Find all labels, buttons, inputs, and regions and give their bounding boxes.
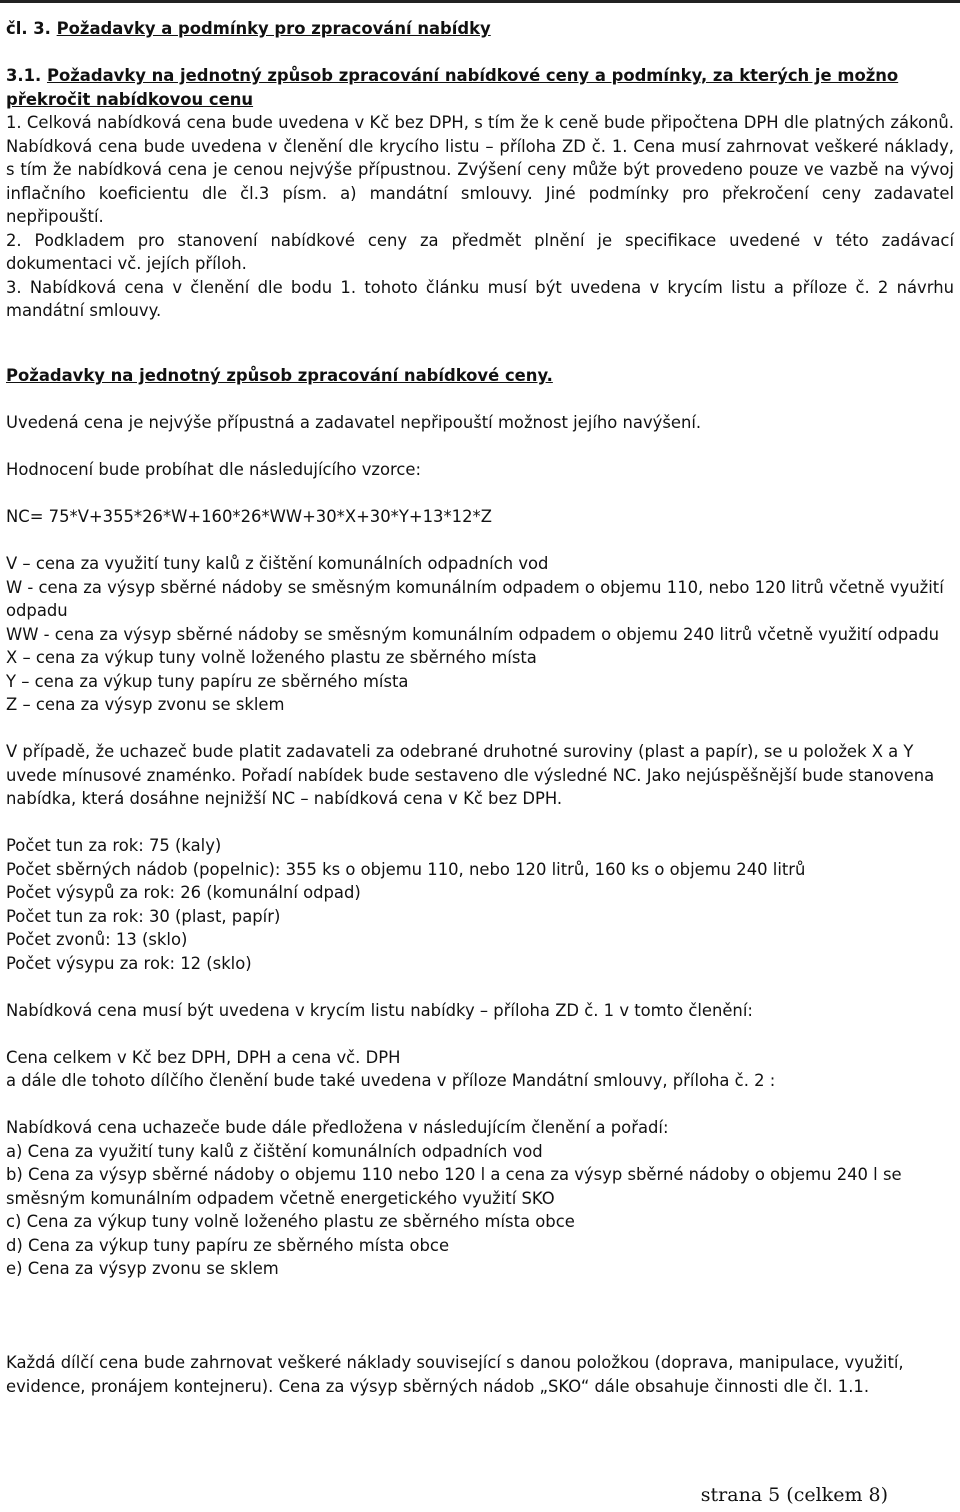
cover-sheet-note: Nabídková cena musí být uvedena v krycím listu nabídky – příloha ZD č. 1 v tomto členění: (6, 1000, 753, 1020)
order-item: c) Cena za výkup tuny volně loženého plastu ze sběrného místa obce (6, 1212, 575, 1231)
item-1: 1. Celková nabídková cena bude uvedena v Kč bez DPH, s tím že k ceně bude připočtena DPH dle platných zákonů. Nabídková cena bude uvedena v členění dle krycího listu – příloha ZD č. 1. Cena musí zahrnovat veškeré náklady, s tím že nabídková cena je cenou nejvýše přípustnou. Zvýšení ceny může být provedeno pouze ve vazbě na vývoj inflačního koeficientu dle čl.3 písm. a) mandátní smlouvy. Jiné podmínky pro překročení ceny zadavatel nepřipouští. (6, 113, 954, 226)
max-price-note: Uvedená cena je nejvýše přípustná a zadavatel nepřipouští možnost jejího navýšení. (6, 413, 702, 432)
order-item: d) Cena za výkup tuny papíru ze sběrného místa obce (6, 1235, 450, 1255)
definition-y: Y – cena za výkup tuny papíru ze sběrného místa (6, 671, 409, 691)
definition-ww: WW - cena za výsyp sběrné nádoby se směsným komunálním odpadem o objemu 240 litrů včetně využití odpadu (6, 624, 940, 644)
count-line: Počet sběrných nádob (popelnic): 355 ks o objemu 110, nebo 120 litrů, 160 ks o objemu 240 litrů (6, 859, 806, 879)
definition-z: Z – cena za výsyp zvonu se sklem (6, 695, 285, 714)
case-note: V případě, že uchazeč bude platit zadavateli za odebrané druhotné suroviny (plast a papír), se u položek X a Y uvede mínusové znaménko. Pořadí nabídek bude sestaveno dle výsledné NC. Jako nejúspěšnější bude stanovena nabídka, která dosáhne nejnižší NC – nabídková cena v Kč bez DPH. (6, 742, 935, 808)
order-item: a) Cena za využití tuny kalů z čištění komunálních odpadních vod (6, 1141, 543, 1161)
item-3: 3. Nabídková cena v členění dle bodu 1. tohoto článku musí být uvedena v krycím listu a příloze č. 2 návrhu mandátní smlouvy. (6, 277, 954, 320)
item-2: 2. Podkladem pro stanovení nabídkové ceny za předmět plnění je specifikace uvedené v této zadávací dokumentaci vč. jejích příloh. (6, 230, 954, 273)
total-line: Cena celkem v Kč bez DPH, DPH a cena vč. DPH (6, 1047, 401, 1067)
total-line: a dále dle tohoto dílčího členění bude také uvedena v příloze Mandátní smlouvy, příloha č. 2 : (6, 1071, 776, 1090)
formula-intro: Hodnocení bude probíhat dle následujícího vzorce: (6, 460, 422, 479)
definition-x: X – cena za výkup tuny volně loženého plastu ze sběrného místa (6, 648, 537, 667)
order-intro: Nabídková cena uchazeče bude dále předložena v následujícím členění a pořadí: (6, 1118, 669, 1137)
count-line: Počet tun za rok: 30 (plast, papír) (6, 906, 281, 926)
final-note: Každá dílčí cena bude zahrnovat veškeré náklady související s danou položkou (doprava, manipulace, využití, evidence, pronájem kontejneru). Cena za výsyp sběrných nádob „SKO“ dále obsahuje činnosti dle čl. 1.1. (6, 1353, 904, 1396)
document-page (6, 17, 954, 1398)
definition-v: V – cena za využití tuny kalů z čištění komunálních odpadních vod (6, 554, 549, 573)
count-line: Počet výsypu za rok: 12 (sklo) (6, 953, 252, 973)
count-line: Počet tun za rok: 75 (kaly) (6, 836, 222, 855)
article-heading: čl. 3. Požadavky a podmínky pro zpracování nabídky (6, 19, 491, 38)
bold-title: Požadavky na jednotný způsob zpracování nabídkové ceny. (6, 366, 553, 385)
top-rule (0, 0, 960, 3)
definition-w: W - cena za výsyp sběrné nádoby se směsným komunálním odpadem o objemu 110, nebo 120 litrů včetně využití odpadu (6, 577, 944, 620)
order-item: e) Cena za výsyp zvonu se sklem (6, 1259, 279, 1278)
page-number: strana 5 (celkem 8) (700, 1484, 888, 1506)
count-line: Počet zvonů: 13 (sklo) (6, 930, 188, 949)
order-item: b) Cena za výsyp sběrné nádoby o objemu 110 nebo 120 l a cena za výsyp sběrné nádoby o objemu 240 l se směsným komunálním odpadem včetně energetického využití SKO (6, 1165, 902, 1208)
count-line: Počet výsypů za rok: 26 (komunální odpad) (6, 883, 361, 902)
formula: NC= 75*V+355*26*W+160*26*WW+30*X+30*Y+13*12*Z (6, 507, 492, 526)
section-heading: 3.1. Požadavky na jednotný způsob zpracování nabídkové ceny a podmínky, za kterých je možno překročit nabídkovou cenu (6, 66, 899, 109)
